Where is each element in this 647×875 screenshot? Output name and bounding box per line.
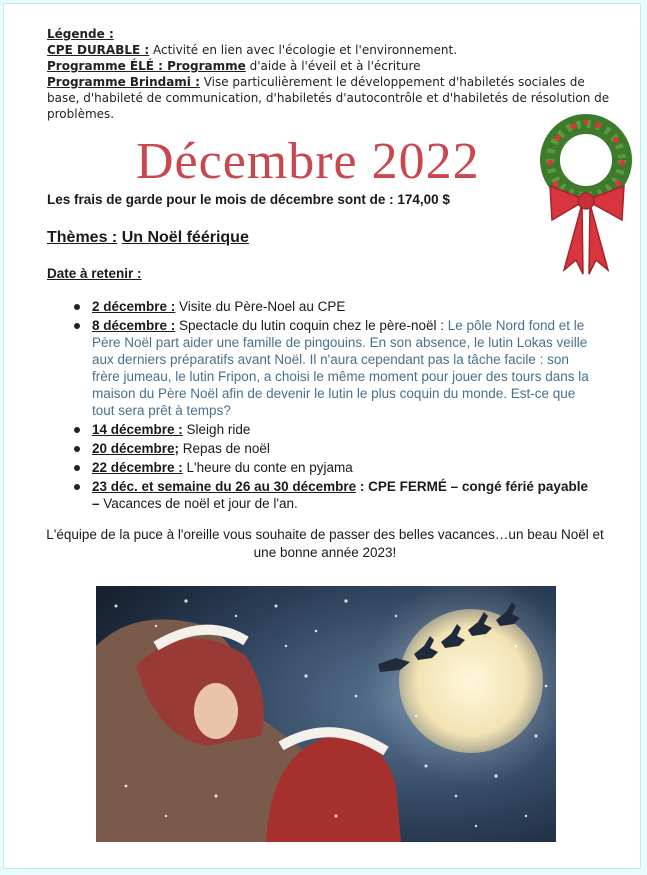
bullet-dot-icon [74, 323, 80, 329]
fees-text: Les frais de garde pour le mois de décembre sont de : 174,00 $ [47, 192, 450, 207]
page-title: Décembre 2022 [136, 133, 480, 190]
themes [47, 229, 249, 247]
bullet-dot-icon [74, 484, 80, 490]
themes-value: Un Noël féérique [121, 229, 249, 246]
list-item: 8 décembre : Spectacle du lutin coquin chez le père-noël : Le pôle Nord fond et le Père Noël part aider une famille de pingouins. En son absence, le lutin Lokas veille aux derniers préparatifs avant Noël. Il n'aura cependant pas la tâche facile : son frère jumeau, le lutin Fripon, a choisi le même moment pour jouer des tours dans la maison du Père Noël afin de devenir le lutin le plus coquin du monde. Est-ce que tout sera prêt à temps? [74, 317, 599, 419]
christmas-wreath-icon [528, 108, 641, 278]
list-item: 2 décembre : Visite du Père-Noel au CPE [74, 298, 599, 315]
closing-message: L'équipe de la puce à l'oreille vous souhaite de passer des belles vacances…un beau Noël et une bonne année 2023! [46, 527, 604, 560]
bullet-dot-icon [74, 446, 80, 452]
list-item: 22 décembre : L'heure du conte en pyjama [74, 459, 599, 476]
legend-title: Légende : [47, 27, 114, 41]
themes-label: Thèmes : [47, 229, 118, 246]
list-item: 23 déc. et semaine du 26 au 30 décembre : CPE FERMÉ – congé férié payable – Vacances de noël et jour de l'an. [74, 478, 599, 512]
bullet-dot-icon [74, 304, 80, 310]
bullet-dot-icon [74, 427, 80, 433]
events-list [74, 298, 599, 514]
legend-item: CPE DURABLE : Activité en lien avec l'écologie et l'environnement. [47, 43, 458, 57]
list-item: 14 décembre : Sleigh ride [74, 421, 599, 438]
legend-item: Programme Brindami : Vise particulièrement le développement d'habiletés sociales de base, d'habileté de communication, d'habiletés d'autocontrôle et d'habiletés de résolution de problèmes. [47, 75, 610, 121]
list-item: 20 décembre; Repas de noël [74, 440, 599, 457]
bullet-dot-icon [74, 465, 80, 471]
page [3, 3, 641, 869]
christmas-photo [96, 586, 556, 842]
legend-item: Programme ÉLÉ : Programme d'aide à l'éveil et à l'écriture [47, 59, 421, 73]
dates-heading: Date à retenir : [47, 266, 142, 281]
